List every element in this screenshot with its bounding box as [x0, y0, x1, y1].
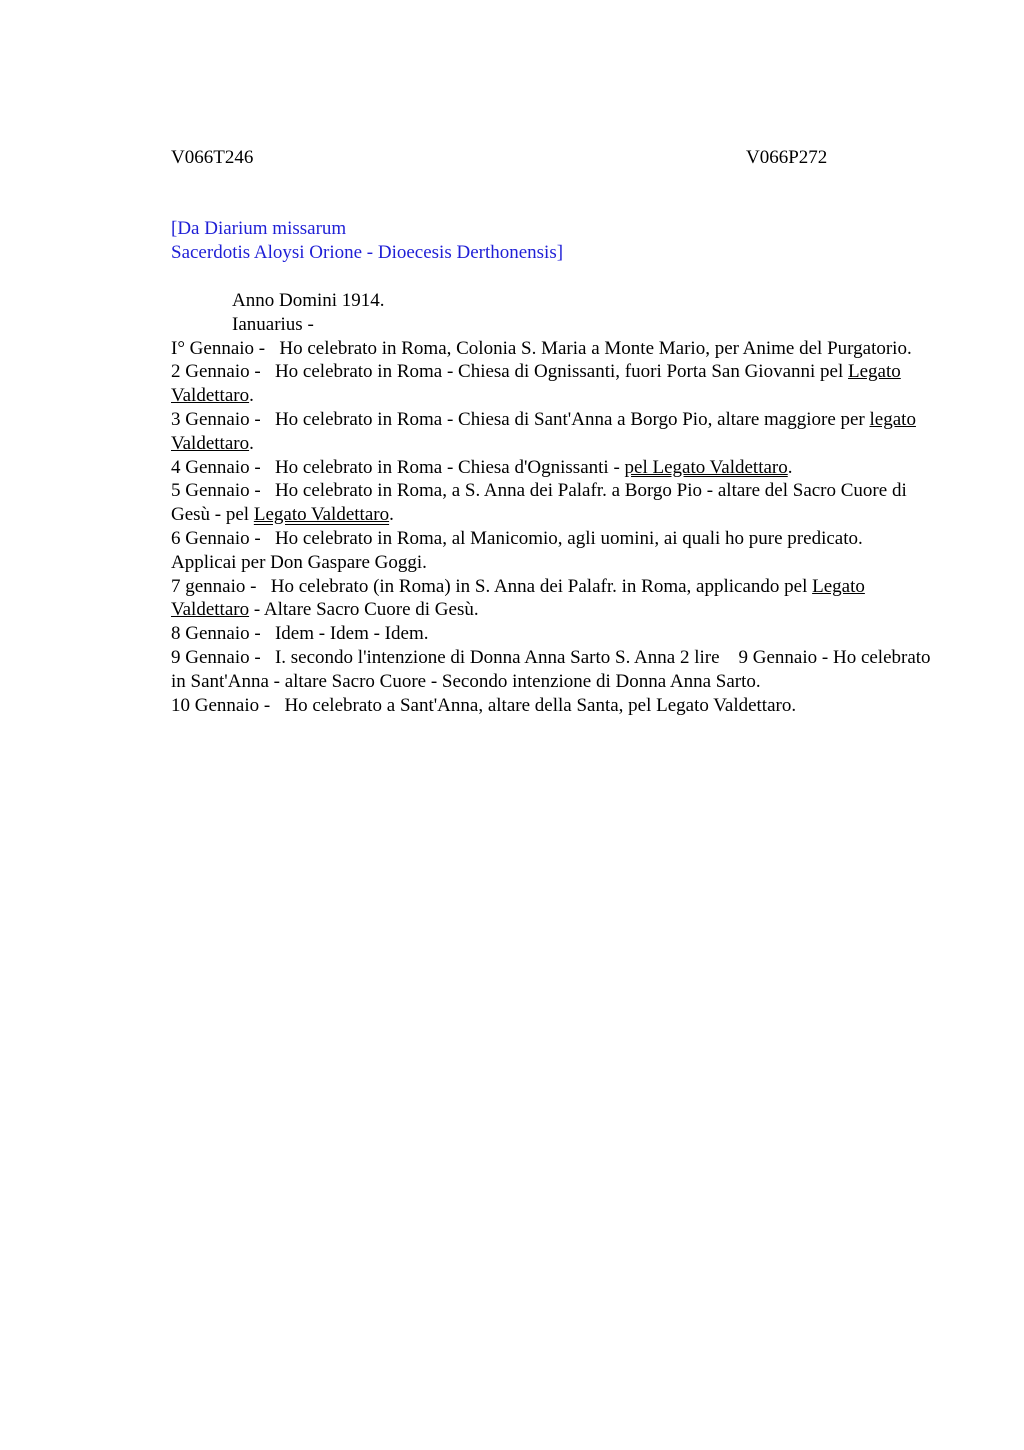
- diary-entry: [171, 527, 931, 575]
- entry-tail: .: [787, 456, 793, 478]
- entry-date: 2 Gennaio -: [171, 361, 261, 383]
- diary-entry: [171, 575, 931, 623]
- entry-tail: - Altare Sacro Cuore di Gesù.: [249, 599, 479, 621]
- diary-entry: [171, 360, 931, 408]
- diary-entry: [171, 337, 931, 361]
- diary-entry: [171, 479, 931, 527]
- reference-code-right: V066P272: [746, 147, 828, 168]
- diary-entry: [171, 622, 931, 646]
- entry-text: Ho celebrato (in Roma) in S. Anna dei Palafr. in Roma, applicando pel: [270, 575, 813, 597]
- diary-entry: [171, 694, 931, 718]
- entry-date: 5 Gennaio -: [171, 480, 261, 502]
- entry-text-second: Ho celebrato in Sant'Anna - altare Sacro Cuore - Secondo intenzione di Donna Anna Sarto.: [171, 646, 931, 692]
- source-header-line-2: Sacerdotis Aloysi Orione - Dioecesis Derthonensis]: [171, 242, 564, 263]
- entry-text: Ho celebrato in Roma - Chiesa d'Ognissanti -: [274, 456, 625, 478]
- diary-body: [171, 289, 931, 717]
- year-heading: Anno Domini 1914.: [232, 290, 385, 311]
- entry-double-underlined-text: pel Legato Valdettaro: [624, 456, 788, 478]
- entry-date: I° Gennaio -: [171, 337, 266, 359]
- entry-tail: .: [389, 504, 394, 526]
- diary-entry: [171, 456, 931, 480]
- entry-text: Ho celebrato in Roma - Chiesa di Sant'Anna a Borgo Pio, altare maggiore per: [274, 408, 870, 430]
- entry-date: 4 Gennaio -: [171, 456, 261, 478]
- entry-underlined-text: Legato Valdettaro: [171, 575, 865, 621]
- entry-text: Ho celebrato in Roma, a S. Anna dei Palafr. a Borgo Pio - altare del Sacro Cuore di Gesù - pel: [171, 480, 907, 526]
- entry-tail: .: [249, 385, 254, 407]
- entry-text: Ho celebrato a Sant'Anna, altare della Santa, pel Legato Valdettaro.: [284, 694, 797, 716]
- diary-entry: [171, 646, 931, 694]
- entry-date: 3 Gennaio -: [171, 408, 261, 430]
- diary-entry: [171, 408, 931, 456]
- month-heading: Ianuarius -: [232, 313, 314, 335]
- entry-underlined-text: legato Valdettaro: [171, 408, 916, 454]
- entry-text: Ho celebrato in Roma - Chiesa di Ognissanti, fuori Porta San Giovanni pel: [274, 361, 849, 383]
- entry-date: 9 Gennaio -: [171, 646, 261, 668]
- entry-text: Ho celebrato in Roma, Colonia S. Maria a Monte Mario, per Anime del Purgatorio.: [279, 337, 912, 359]
- source-header-line-1: [Da Diarium missarum: [171, 218, 347, 239]
- entry-double-underlined-text: Legato Valdettaro: [253, 504, 390, 526]
- source-header: [171, 217, 563, 265]
- entry-date: 7 gennaio -: [171, 575, 257, 597]
- entry-tail: .: [249, 432, 254, 454]
- entry-text: Idem - Idem - Idem.: [274, 623, 429, 645]
- entry-text: Ho celebrato in Roma, al Manicomio, agli uomini, ai quali ho pure predicato. Applicai per Don Gaspare Goggi.: [171, 527, 863, 573]
- reference-code-left: V066T246: [171, 147, 254, 168]
- entry-text: I. secondo l'intenzione di Donna Anna Sarto S. Anna 2 lire: [274, 646, 720, 668]
- entry-date: 10 Gennaio -: [171, 694, 271, 716]
- entry-date: 6 Gennaio -: [171, 527, 261, 549]
- entry-date: 8 Gennaio -: [171, 623, 261, 645]
- entry-underlined-text: Legato Valdettaro: [171, 361, 901, 407]
- entry-date-second: 9 Gennaio -: [738, 646, 829, 668]
